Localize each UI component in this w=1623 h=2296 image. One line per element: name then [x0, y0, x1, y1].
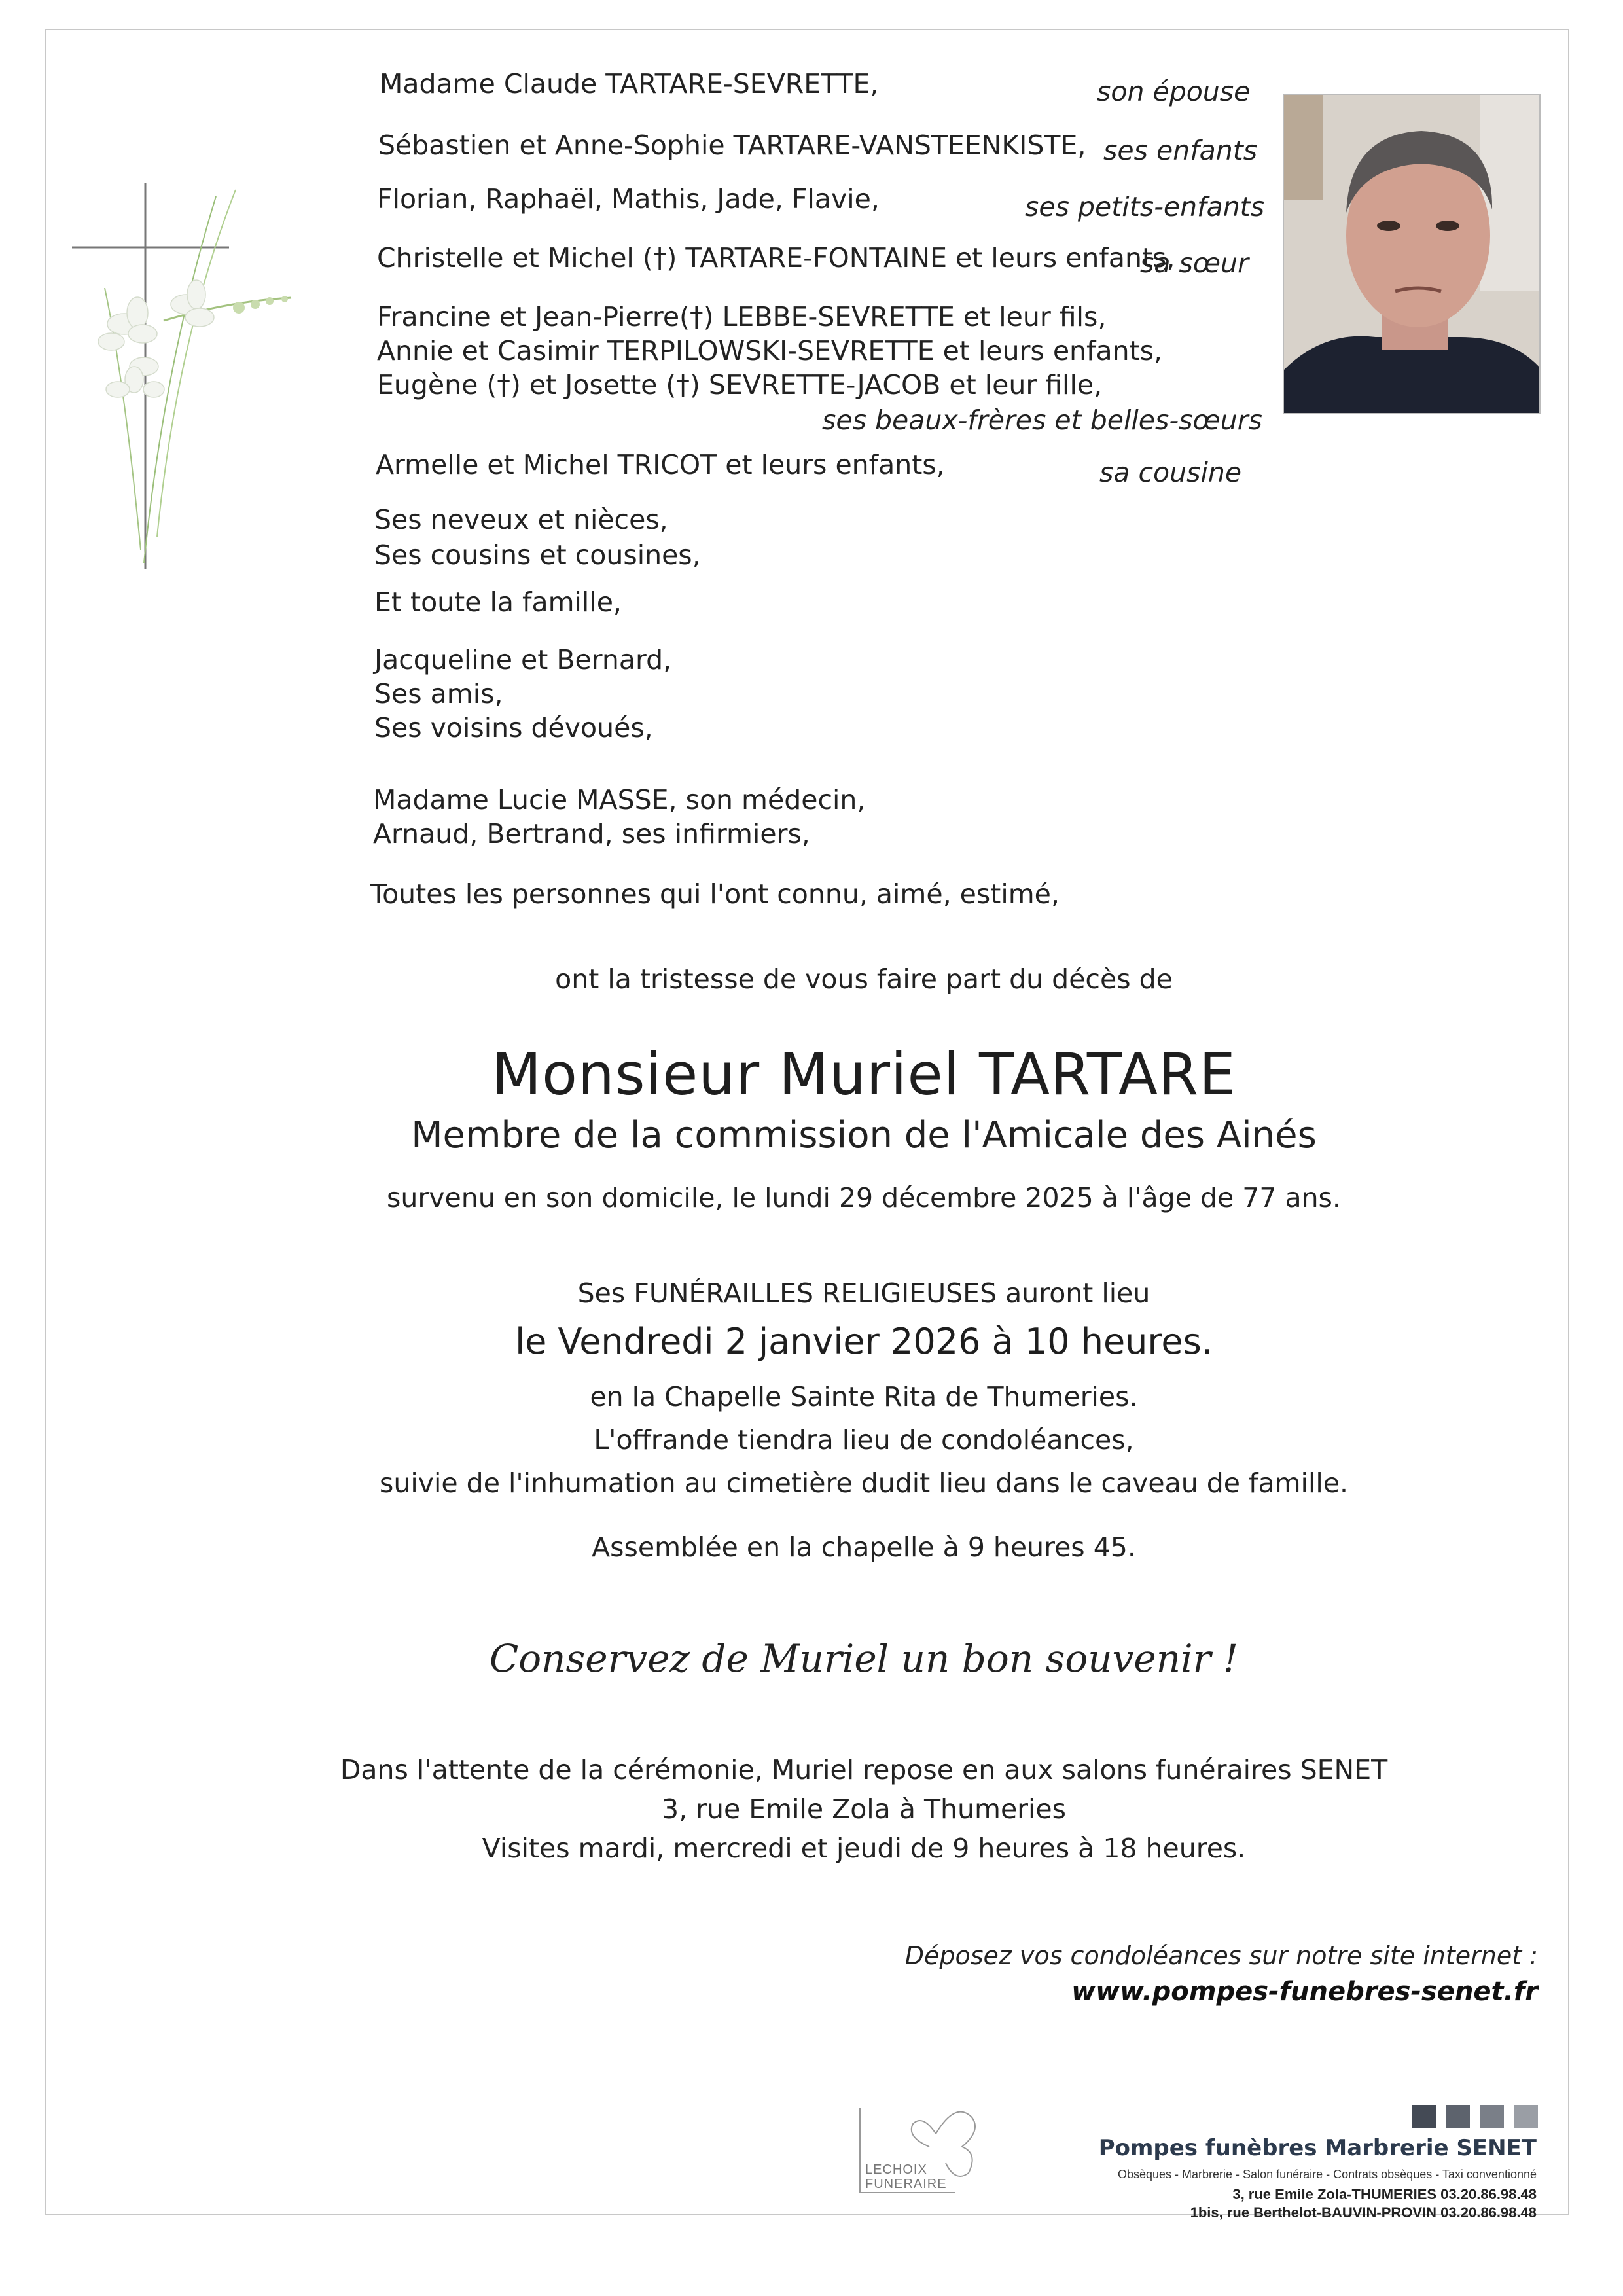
badge-line: LECHOIX: [865, 2162, 927, 2177]
funeral-line: L'offrande tiendra lieu de condoléances,: [594, 1424, 1134, 1456]
relation-label: son épouse: [1097, 76, 1251, 107]
company-services: Obsèques - Marbrerie - Salon funéraire - Contrats obsèques - Taxi conventionné: [1117, 2168, 1537, 2181]
le-choix-funeraire-logo: [857, 2101, 995, 2199]
family-line: Christelle et Michel (†) TARTARE-FONTAINE et leurs enfants,: [377, 242, 1175, 274]
family-line: Armelle et Michel TRICOT et leurs enfants,: [376, 449, 945, 480]
deceased-name: Monsieur Muriel TARTARE: [491, 1041, 1236, 1108]
deceased-title: Membre de la commission de l'Amicale des Ainés: [411, 1114, 1317, 1157]
company-address: 1bis, rue Berthelot-BAUVIN-PROVIN 03.20.86.98.48: [1190, 2204, 1537, 2221]
in-law-line: Francine et Jean-Pierre(†) LEBBE-SEVRETTE et leur fils,: [377, 301, 1107, 332]
group-line: Ses voisins dévoués,: [374, 712, 653, 744]
memorial-quote: Conservez de Muriel un bon souvenir !: [489, 1636, 1239, 1681]
relation-label: ses enfants: [1103, 135, 1258, 166]
funeral-date: le Vendredi 2 janvier 2026 à 10 heures.: [515, 1321, 1213, 1362]
group-line: Madame Lucie MASSE, son médecin,: [373, 784, 866, 816]
group-line: Toutes les personnes qui l'ont connu, aimé, estimé,: [370, 878, 1060, 910]
relation-label: sa cousine: [1099, 457, 1242, 488]
company-name: Pompes funèbres Marbrerie SENET: [1098, 2135, 1537, 2161]
company-address: 3, rue Emile Zola-THUMERIES 03.20.86.98.48: [1232, 2186, 1537, 2202]
relation-label: sa sœur: [1140, 247, 1249, 279]
announcement-text: ont la tristesse de vous faire part du décès de: [555, 963, 1173, 995]
group-line: Ses cousins et cousines,: [374, 539, 701, 571]
group-line: Et toute la famille,: [374, 586, 622, 618]
relation-label: ses petits-enfants: [1025, 191, 1265, 223]
in-law-line: Eugène (†) et Josette (†) SEVRETTE-JACOB et leur fille,: [377, 369, 1103, 401]
family-line: Sébastien et Anne-Sophie TARTARE-VANSTEENKISTE,: [378, 130, 1086, 161]
badge-line: FUNERAIRE: [865, 2177, 947, 2191]
group-line: Ses amis,: [374, 678, 503, 709]
visit-line: 3, rue Emile Zola à Thumeries: [661, 1793, 1067, 1825]
condolences-text: Déposez vos condoléances sur notre site internet :: [904, 1941, 1538, 1970]
family-line: Florian, Raphaël, Mathis, Jade, Flavie,: [377, 183, 880, 215]
funeral-line: suivie de l'inhumation au cimetière dudit lieu dans le caveau de famille.: [380, 1467, 1348, 1499]
cross-orchid-icon: [65, 170, 301, 576]
funeral-intro: Ses FUNÉRAILLES RELIGIEUSES auront lieu: [577, 1278, 1150, 1309]
group-line: Ses neveux et nièces,: [374, 504, 668, 535]
in-law-line: Annie et Casimir TERPILOWSKI-SEVRETTE et leurs enfants,: [377, 335, 1163, 367]
visit-line: Dans l'attente de la cérémonie, Muriel repose en aux salons funéraires SENET: [340, 1754, 1388, 1785]
deceased-details: survenu en son domicile, le lundi 29 décembre 2025 à l'âge de 77 ans.: [387, 1182, 1341, 1213]
assembly-text: Assemblée en la chapelle à 9 heures 45.: [592, 1532, 1136, 1563]
group-line: Jacqueline et Bernard,: [374, 644, 672, 675]
relation-label: ses beaux-frères et belles-sœurs: [822, 404, 1262, 436]
group-line: Arnaud, Bertrand, ses infirmiers,: [373, 818, 810, 850]
visit-line: Visites mardi, mercredi et jeudi de 9 heures à 18 heures.: [482, 1833, 1246, 1864]
condolences-link[interactable]: www.pompes-funebres-senet.fr: [1071, 1977, 1538, 2007]
family-line: Madame Claude TARTARE-SEVRETTE,: [380, 68, 879, 99]
portrait-photo: [1283, 94, 1541, 414]
logo-squares-icon: [1412, 2105, 1538, 2128]
funeral-line: en la Chapelle Sainte Rita de Thumeries.: [590, 1381, 1138, 1412]
